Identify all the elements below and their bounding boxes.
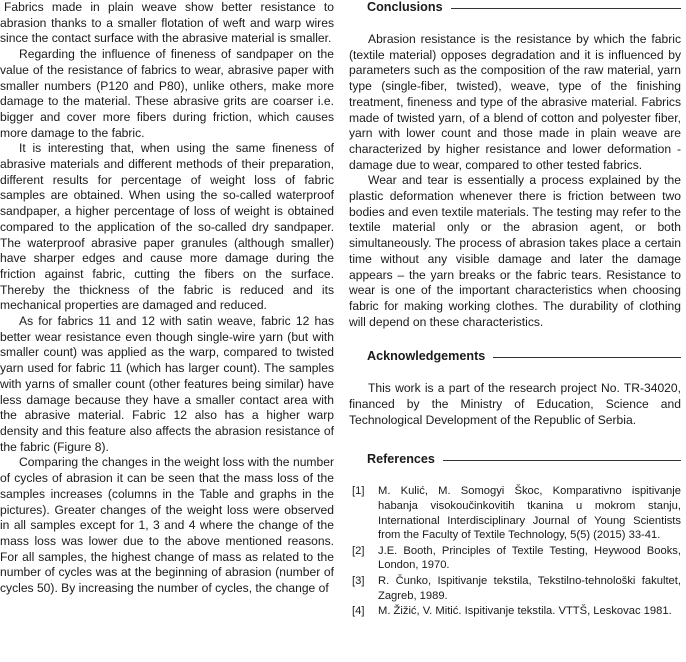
body-paragraph: Fabrics made in plain weave show better resistance to abrasion thanks to a smaller flotation of weft and warp wires since the contact surface with the abrasive material is smaller. (0, 0, 334, 46)
references-heading (349, 452, 681, 467)
section-title: Conclusions (367, 0, 443, 14)
reference-number: [2] (352, 544, 365, 557)
body-paragraph: Comparing the changes in the weight loss with the number of cycles of abrasion it can be seen that the mass loss of the samples increases (columns in the Table and graphs in the pictures). Greater changes of the weight loss were observed in all samples except for 1, 3 and 4 where the change of the mass loss was lower due to the above mentioned reasons. For all samples, the highest change of mass as related to the number of cycles was at the beginning of abrasion (number of cycles 50). By increasing the number of cycles, the change of (0, 455, 334, 596)
reference-number: [3] (352, 575, 365, 588)
reference-number: [1] (352, 485, 365, 498)
body-paragraph: As for fabrics 11 and 12 with satin weave, fabric 12 has better wear resistance even though single-wire yarn (but with smaller count) was applied as the warp, compared to twisted yarn used for fabric 11 (which has larger count). The samples with yarns of smaller count (other features being similar) have less damage because they have a smaller contact area with the abrasive material. Fabric 12 also has a higher warp density and this feature also affects the abrasion resistance of the fabric (Figure 8). (0, 314, 334, 454)
left-column (0, 0, 334, 597)
section-rule (493, 357, 681, 358)
conclusions-heading (349, 0, 681, 15)
reference-list (349, 484, 681, 618)
reference-text: M. Žižić, V. Mitić. Ispitivanje tekstila. VTTŠ, Leskovac 1981. (378, 605, 672, 618)
acknowledgements-text: This work is a part of the research project No. TR-34020, financed by the Ministry of Education, Science and Technological Development of the Republic of Serbia. (349, 381, 681, 427)
body-paragraph: Regarding the influence of fineness of sandpaper on the value of the resistance of fabrics to wear, abrasive paper with smaller numbers (P120 and P80), unlike others, make more damage to the material. These abrasive grits are coarser i.e. bigger and cover more fibers during friction, which causes more damage to the fabric. (0, 47, 334, 140)
reference-item (349, 544, 681, 573)
reference-text: M. Kulić, M. Somogyi Škoc, Komparativno ispitivanje habanja visokoučinkovitih tkanina u mokrom stanju, International Interdisciplinary Journal of Young Scientists from the Faculty of Textile Technology, 5(5) (2015) 33-41. (378, 485, 681, 542)
conclusions-paragraph: Wear and tear is essentially a process explained by the plastic deformation whenever there is friction between two bodies and even textile materials. The testing may refer to the textile material only or the abrasion agent, or both simultaneously. The process of abrasion takes place a certain time without any visible damage and later the damage appears – the yarn breaks or the fabric tears. Resistance to wear is one of the important characteristics when choosing fabric for making working clothes. The durability of clothing will depend on these characteristics. (349, 173, 681, 329)
right-column (349, 0, 681, 620)
reference-number: [4] (352, 605, 365, 618)
section-rule (443, 460, 681, 461)
acknowledgements-heading (349, 349, 681, 364)
section-title: Acknowledgements (367, 349, 486, 364)
reference-item (349, 604, 681, 619)
reference-text: R. Čunko, Ispitivanje tekstila, Tekstilno-tehnološki fakultet, Zagreb, 1989. (378, 575, 681, 602)
reference-text: J.E. Booth, Principles of Textile Testing, Heywood Books, London, 1970. (378, 544, 681, 572)
body-paragraph: It is interesting that, when using the same fineness of abrasive materials and different methods of their preparation, different results for percentage of weight loss of fabric samples are obtained. When using the so-called waterproof sandpaper, a higher percentage of loss of weight is obtained compared to the application of the so-called dry sandpaper. The waterproof abrasive paper granules (although smaller) have sharper edges and cause more damage during the friction against fabric, cutting the fibers on the surface. Thereby the thickness of the fabric is reduced and its mechanical properties are damaged and reduced. (0, 141, 334, 313)
reference-item (349, 574, 681, 603)
section-title: References (367, 452, 435, 467)
reference-item (349, 484, 681, 542)
conclusions-paragraph: Abrasion resistance is the resistance by which the fabric (textile material) opposes degradation and it is influenced by parameters such as the composition of the raw material, yarn type (single-fiber, twisted), weave, type of the finishing treatment, fineness and type of the abrasive material. Fabrics made of twisted yarn, of a blend of cotton and polyester fiber, yarn with lower count and those made in plain weave are characterized by higher resistance and lower deformation - damage due to wear, compared to other tested fabrics. (349, 32, 681, 172)
section-rule (451, 8, 681, 9)
